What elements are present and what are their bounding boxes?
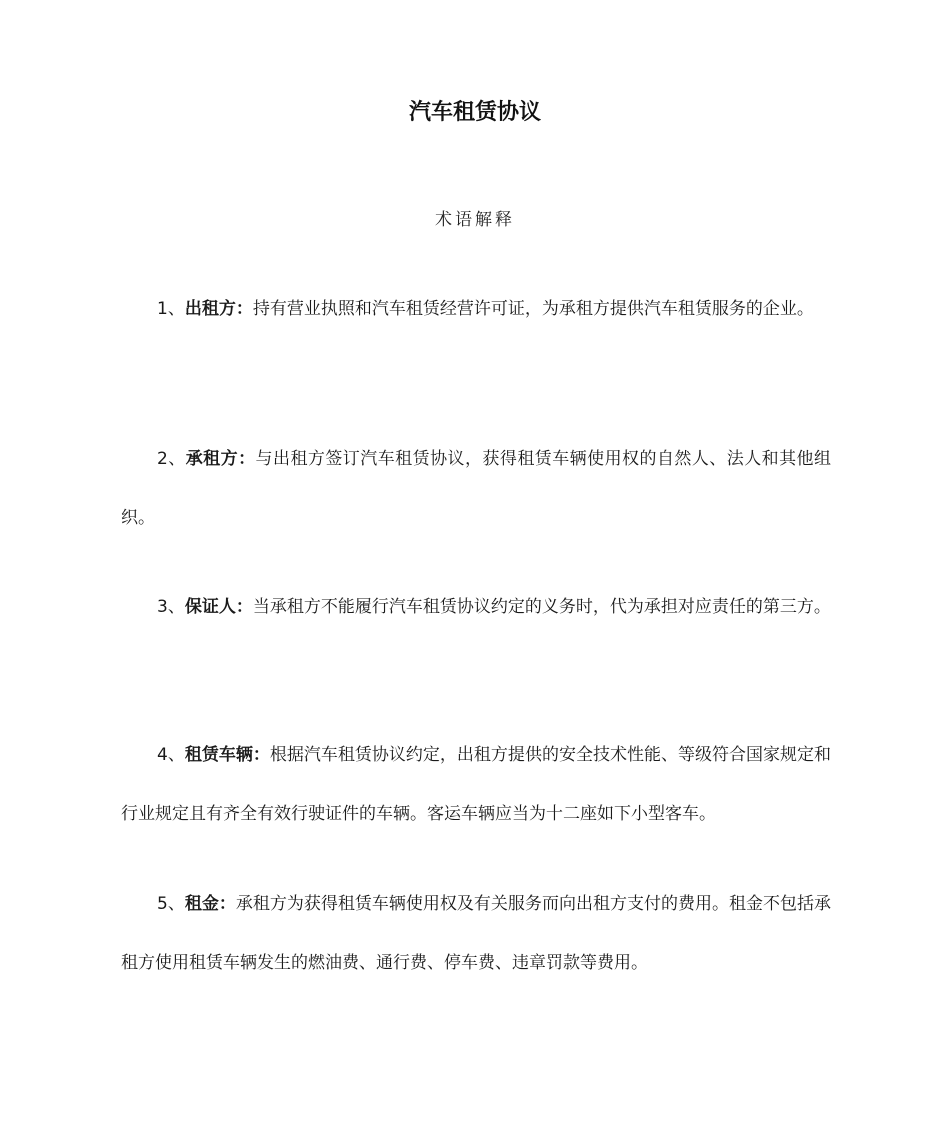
- term-definition: 当承租方不能履行汽车租赁协议约定的义务时，代为承担对应责任的第三方。: [252, 597, 831, 617]
- term-definition: 承租方为获得租赁车辆使用权及有关服务而向出租方支付的费用。租金不包括承租方使用租赁车辆发生的燃油费、通行费、停车费、违章罚款等费用。: [121, 894, 832, 973]
- term-definition: 持有营业执照和汽车租赁经营许可证，为承租方提供汽车租赁服务的企业。: [252, 299, 814, 319]
- term-colon: ：: [252, 745, 270, 765]
- term-item: [121, 726, 831, 844]
- term-number: 4、: [157, 745, 185, 765]
- term-definition: 根据汽车租赁协议约定，出租方提供的安全技术性能、等级符合国家规定和行业规定且有齐全有效行驶证件的车辆。客运车辆应当为十二座如下小型客车。: [121, 745, 832, 824]
- term-item: [121, 280, 831, 339]
- term-definition: 与出租方签订汽车租赁协议，获得租赁车辆使用权的自然人、法人和其他组织。: [121, 449, 832, 528]
- term-name: 承租方: [185, 449, 239, 469]
- term-item: [121, 578, 831, 637]
- term-number: 3、: [157, 597, 185, 617]
- term-colon: ：: [235, 299, 253, 319]
- term-name: 保证人: [184, 597, 236, 617]
- term-number: 1、: [157, 299, 185, 319]
- term-name: 出租方: [184, 299, 236, 319]
- term-name: 租赁车辆: [184, 745, 253, 765]
- term-item: [121, 875, 831, 993]
- term-name: 租金: [184, 894, 219, 914]
- term-colon: ：: [235, 597, 253, 617]
- term-colon: ：: [238, 449, 256, 469]
- term-colon: ：: [218, 894, 236, 914]
- section-heading: 术语解释: [435, 210, 515, 230]
- term-number: 2、: [157, 449, 186, 469]
- term-number: 5、: [157, 894, 185, 914]
- term-item: [121, 430, 831, 548]
- document-title: 汽车租赁协议: [408, 100, 541, 125]
